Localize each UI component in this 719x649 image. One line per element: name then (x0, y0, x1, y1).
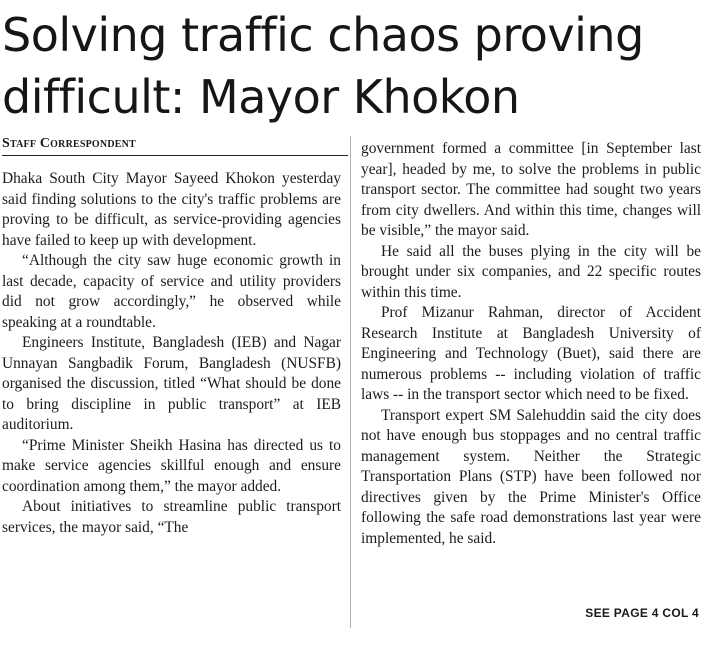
paragraph: He said all the buses plying in the city will be brought under six companies, and 22 specific routes within this time. (361, 242, 701, 301)
headline-line-2: difficult: Mayor Khokon (2, 70, 520, 124)
continuation-jump-line: SEE PAGE 4 COL 4 (585, 606, 699, 620)
paragraph: Engineers Institute, Bangladesh (IEB) and Nagar Unnayan Sangbadik Forum, Bangladesh (NUSFB) organised the discussion, titled “What should be done to bring discipline in public transport” at IEB auditorium. (2, 334, 341, 433)
paragraph: About initiatives to streamline public transport services, the mayor said, “The (2, 498, 341, 536)
headline-line-1: Solving traffic chaos proving (2, 8, 644, 62)
column-divider (350, 136, 351, 628)
headline (2, 4, 717, 128)
byline-divider (2, 155, 348, 156)
byline: Staff Correspondent (2, 136, 136, 151)
paragraph: Transport expert SM Salehuddin said the city does not have enough bus stoppages and no central traffic management system. Neither the Strategic Transportation Plans (STP) have been followed nor directives given by the Prime Minister's Office following the safe road demonstrations last year were implemented, he said. (361, 406, 701, 547)
right-column (361, 139, 701, 549)
paragraph: “Although the city saw huge economic growth in last decade, capacity of service and utility providers did not grow accordingly,” he observed while speaking at a roundtable. (2, 252, 341, 331)
left-column (2, 169, 341, 538)
paragraph: Prof Mizanur Rahman, director of Accident Research Institute at Bangladesh University of Engineering and Technology (Buet), said there are numerous problems -- including violation of traffic laws -- in the transport sector which need to be fixed. (361, 304, 701, 403)
paragraph: Dhaka South City Mayor Sayeed Khokon yesterday said finding solutions to the city's traffic problems are proving to be difficult, as service-providing agencies have failed to keep up with development. (2, 170, 341, 249)
paragraph: government formed a committee [in September last year], headed by me, to solve the problems in public transport sector. The committee had sought two years from city dwellers. And within this time, changes will be visible,” the mayor said. (361, 140, 701, 239)
paragraph: “Prime Minister Sheikh Hasina has directed us to make service agencies skillful enough and ensure coordination among them,” the mayor added. (2, 436, 341, 495)
